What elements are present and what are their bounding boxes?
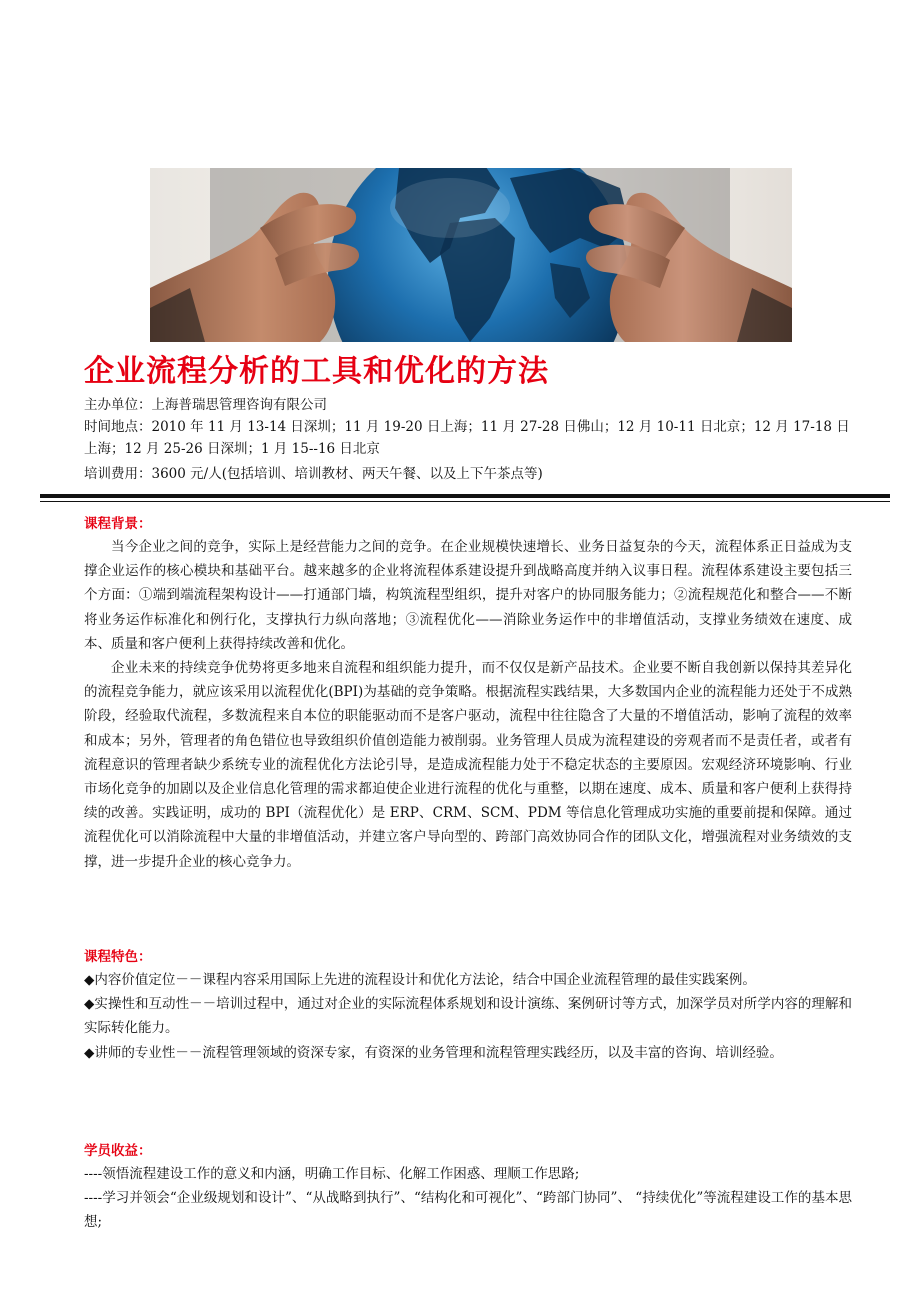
- feature-item: ◆讲师的专业性－－流程管理领域的资深专家，有资深的业务管理和流程管理实践经历，以及丰富的咨询、培训经验。: [84, 1044, 783, 1061]
- benefit-item: ----学习并领会“企业级规划和设计”、“从战略到执行”、“结构化和可视化”、“跨部门协同”、 “持续优化”等流程建设工作的基本思想;: [84, 1190, 852, 1231]
- background-paragraph-2: 企业未来的持续竞争优势将更多地来自流程和组织能力提升，而不仅仅是新产品技术。企业要不断自我创新以保持其差异化的流程竞争能力，就应该采用以流程优化(BPI)为基础的竞争策略。根据流程实践结果，大多数国内企业的流程能力还处于不成熟阶段，经验取代流程，多数流程来自本位的职能驱动而不是客户驱动，流程中往往隐含了大量的不增值活动，影响了流程的效率和成本；另外，管理者的角色错位也导致组织价值创造能力被削弱。业务管理人员成为流程建设的旁观者而不是责任者，或者有流程意识的管理者缺少系统专业的流程优化方法论引导，是造成流程能力处于不稳定状态的主要原因。宏观经济环境影响、行业市场化竞争的加剧以及企业信息化管理的需求都迫使企业进行流程的优化与重整，以期在速度、成本、质量和客户便利上获得持续的改善。实践证明，成功的 BPI（流程优化）是 ERP、CRM、SCM、PDM 等信息化管理成功实施的重要前提和保障。通过流程优化可以消除流程中大量的非增值活动，并建立客户导向型的、跨部门高效协同合作的团队文化，增强流程对业务绩效的支撑，进一步提升企业的核心竞争力。: [84, 660, 852, 870]
- background-paragraph-1: 当今企业之间的竞争，实际上是经营能力之间的竞争。在企业规模快速增长、业务日益复杂的今天，流程体系正日益成为支撑企业运作的核心模块和基础平台。越来越多的企业将流程体系建设提升到战略高度并纳入议事日程。流程体系建设主要包括三个方面：①端到端流程架构设计——打通部门墙，构筑流程型组织，提升对客户的协同服务能力；②流程规范化和整合——不断将业务运作标准化和例行化，支撑执行力纵向落地；③流程优化——消除业务运作中的非增值活动，支撑业务绩效在速度、成本、质量和客户便利上获得持续改善和优化。: [84, 539, 852, 652]
- section-heading: 课程特色：: [84, 949, 152, 965]
- feature-item: ◆实操性和互动性－－培训过程中，通过对企业的实际流程体系规划和设计演练、案例研讨等方式，加深学员对所学内容的理解和实际转化能力。: [84, 996, 852, 1037]
- globe-hands-icon: [150, 168, 792, 342]
- globe-hands-image: [150, 168, 792, 342]
- section-heading: 课程背景：: [84, 516, 152, 532]
- section-heading: 学员收益：: [84, 1143, 152, 1159]
- course-background-section: [84, 513, 852, 874]
- organizer-line: [84, 394, 854, 416]
- student-benefits-section: [84, 1140, 852, 1235]
- header-divider-thin: [40, 501, 890, 502]
- document-title: 企业流程分析的工具和优化的方法: [84, 354, 549, 389]
- benefit-item: ----领悟流程建设工作的意义和内涵，明确工作目标、化解工作困惑、理顺工作思路;: [84, 1166, 580, 1182]
- organizer-text: 主办单位：上海普瑞思管理咨询有限公司: [84, 397, 327, 413]
- schedule-block: [84, 416, 854, 460]
- feature-item: ◆内容价值定位－－课程内容采用国际上先进的流程设计和优化方法论，结合中国企业流程管理的最佳实践案例。: [84, 972, 756, 988]
- schedule-text: 时间地点：2010 年 11 月 13-14 日深圳；11 月 19-20 日上海；11 月 27-28 日佛山；12 月 10-11 日北京；12 月 17-18 日上海；12 月 25-26 日深圳；1 月 15--16 日北京: [84, 419, 850, 457]
- fee-line: [84, 463, 854, 485]
- course-features-section: [84, 946, 852, 1065]
- fee-text: 培训费用：3600 元/人(包括培训、培训教材、两天午餐、以及上下午茶点等): [84, 466, 543, 482]
- header-divider-thick: [40, 494, 890, 498]
